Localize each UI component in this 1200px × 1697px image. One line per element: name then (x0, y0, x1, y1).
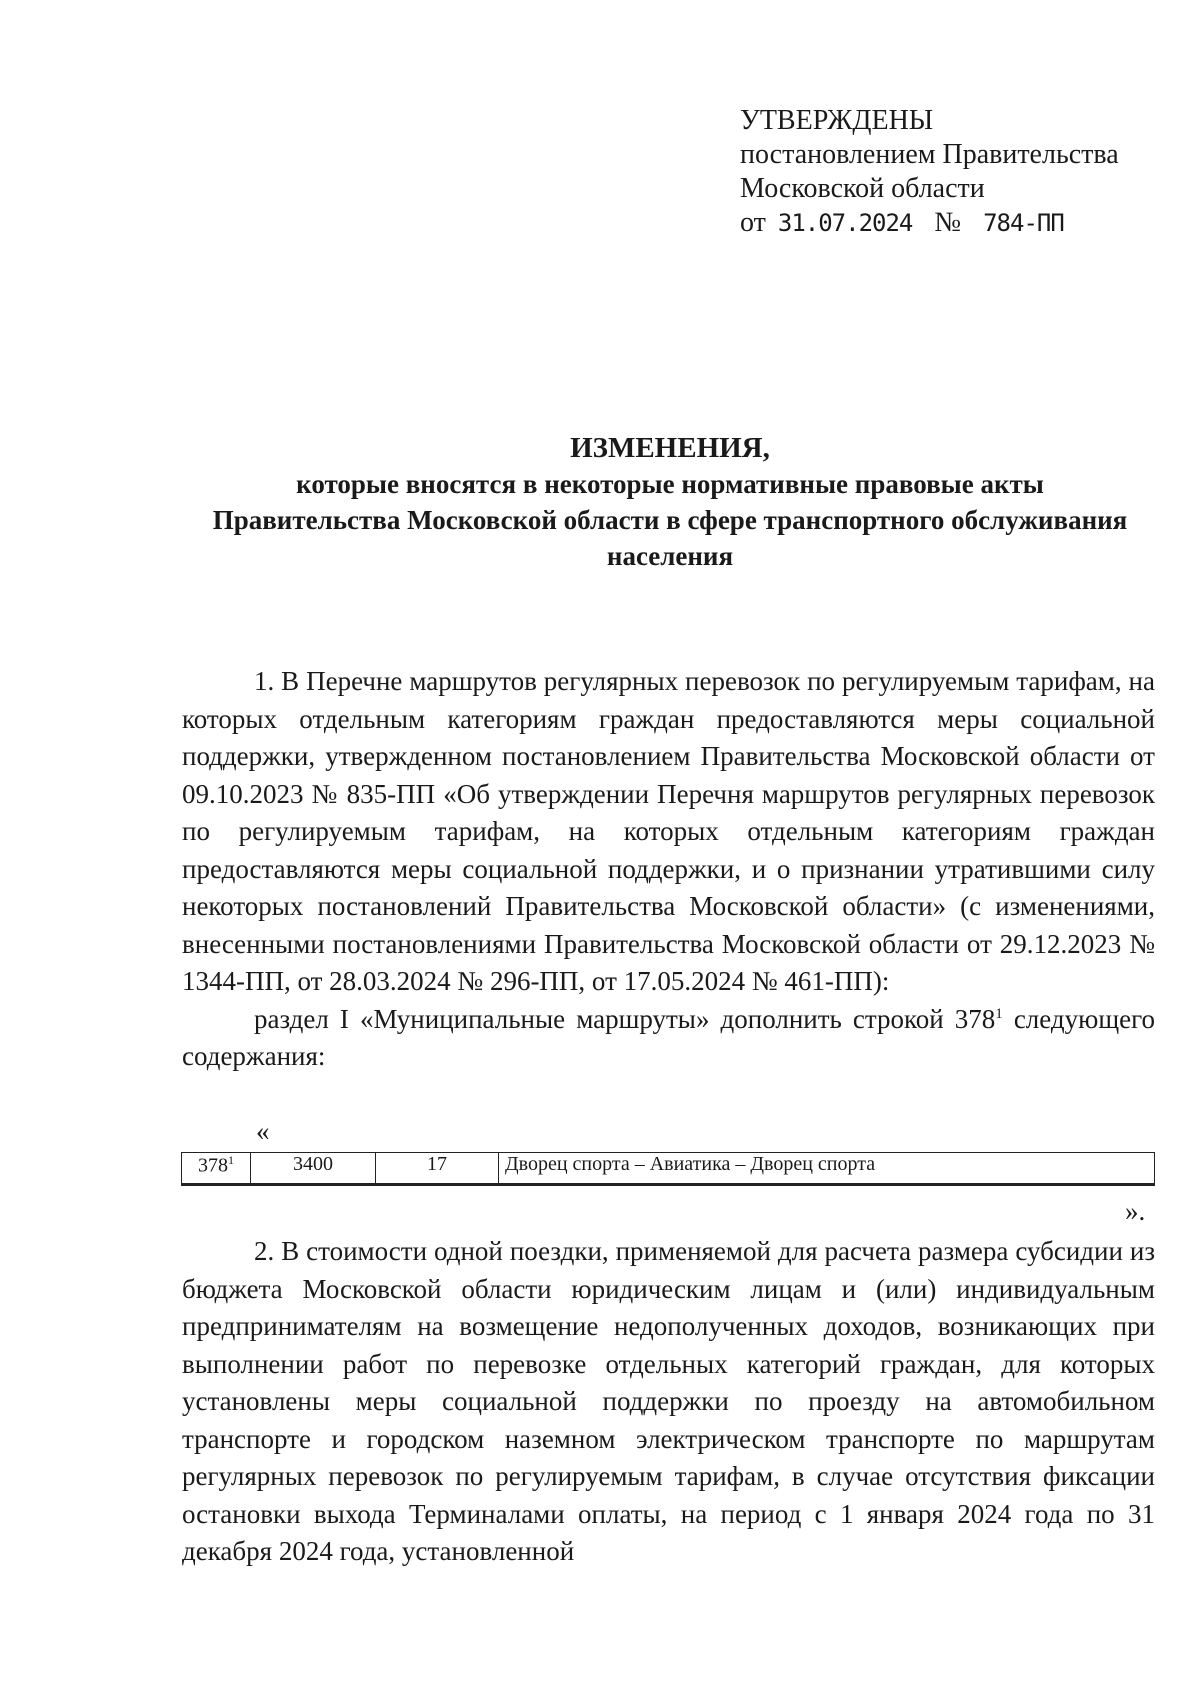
approval-heading: УТВЕРЖДЕНЫ (740, 105, 934, 136)
addition-sup: 1 (995, 1005, 1003, 1022)
section-1 (182, 663, 1155, 1076)
title-sub-3: населения (606, 541, 734, 571)
section-1-paragraph: 1. В Перечне маршрутов регулярных перевозок по регулируемым тарифам, на которых отдельным категориям граждан предоставляются меры социальной поддержки, утвержденном постановлением Правительства Московской области от 09.10.2023 № 835-ПП «Об утверждении Перечня маршрутов регулярных перевозок по регулируемым тарифам, на которых отдельным категориям граждан предоставляются меры социальной поддержки, и о признании утратившими силу некоторых постановлений Правительства Московской области» (с изменениями, внесенными постановлениями Правительства Московской области от 29.12.2023 № 1344-ПП, от 28.03.2024 № 296-ПП, от 17.05.2024 № 461-ПП): (182, 666, 1155, 996)
cell-route-name: Дворец спорта – Авиатика – Дворец спорта (499, 1153, 1155, 1185)
approval-number-sign: № (934, 207, 962, 238)
quote-open: « (256, 1116, 270, 1146)
section-2 (182, 1233, 1155, 1571)
approval-line-1: постановлением Правительства (740, 139, 1119, 170)
approval-block (740, 104, 1119, 240)
cell-registration-number: 3400 (251, 1153, 376, 1185)
cell-row-number: $378^1$ (182, 1153, 251, 1185)
approval-date-line (740, 206, 1119, 240)
section-2-paragraph: 2. В стоимости одной поездки, применяемой для расчета размера субсидии из бюджета Московской области юридическим лицам и (или) индивидуальным предпринимателям на возмещение недополученных доходов, возникающих при выполнении работ по перевозке отдельных категорий граждан, для которых установлены меры социальной поддержки по проезду на автомобильном транспорте и городском наземном электрическом транспорте по маршрутам регулярных перевозок по регулируемым тарифам, в случае отсутствия фиксации остановки выхода Терминалами оплаты, на период с 1 января 2024 года по 31 декабря 2024 года, установленной (182, 1236, 1155, 1566)
table-row (182, 1153, 1155, 1185)
approval-date: 31.07.2024 (777, 209, 913, 237)
addition-text: раздел I «Муниципальные маршруты» дополнить строкой 378 (254, 1003, 996, 1034)
approval-date-prefix: от (740, 207, 766, 238)
document-title (180, 430, 1160, 574)
title-main: ИЗМЕНЕНИЯ, (570, 432, 770, 464)
approval-line-2: Московской области (740, 173, 985, 204)
inserted-row-table (181, 1152, 1155, 1186)
approval-number: 784-ПП (983, 209, 1064, 237)
section-1-addition (182, 1001, 1155, 1076)
title-sub-1: которые вносятся в некоторые нормативные правовые акты (296, 469, 1044, 499)
cell-route-number: 17 (376, 1153, 499, 1185)
quote-close: ». (1125, 1196, 1146, 1226)
title-sub-2: Правительства Московской области в сфере транспортного обслуживания (212, 505, 1128, 535)
addition-tail: следующего содержания: (182, 1003, 1155, 1071)
